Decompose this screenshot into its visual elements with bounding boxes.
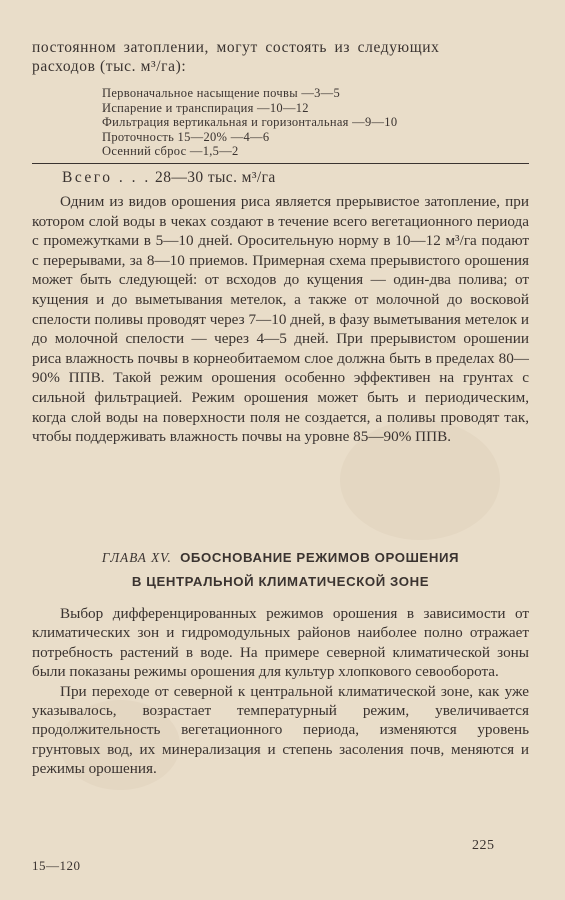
expenses-list <box>102 86 522 159</box>
paragraph: Одним из видов орошения риса является прерывистое затопление, при котором слой воды в чеках создают в течение всего вегетационного периода с промежутками в 5—10 дней. Оросительную норму в 10—12 м³/га подают с перерывами, за 8—10 приемов. Примерная схема прерывистого орошения может быть следующей: от всходов до кущения — один-два полива; от кущения и до выметывания метелок, а также от молочной до восковой спелости поливы проводят через 7—10 дней, в фазу выметывания метелок и до молочной спелости — через 4—5 дней. При прерывистом орошении риса влажность почвы в корнеобитаемом слое должна быть в пределах 80—90% ППВ. Такой режим орошения особенно эффективен на грунтах с сильной фильтрацией. Режим орошения может быть и периодическим, когда слой воды на поверхности поля не создается, а поливы проводят так, чтобы поддерживать влажность почвы на уровне 85—90% ППВ. <box>32 193 529 446</box>
paragraph: Выбор дифференцированных режимов орошения в зависимости от климатических зон и гидромодульных районов наиболее полно отражает потребность растений в воде. На примере северной климатической зоны были показаны режимы орошения для культур хлопкового севооборота. <box>32 605 529 681</box>
total-line <box>62 168 276 188</box>
intro-line-2: расходов (тыс. м³/га): <box>32 58 187 75</box>
body-text-1 <box>32 192 529 447</box>
expense-item: Испарение и транспирация —10—12 <box>102 100 309 115</box>
intro-text <box>32 38 527 76</box>
page-number: 225 <box>472 838 495 853</box>
chapter-title-line-2: В ЦЕНТРАЛЬНОЙ КЛИМАТИЧЕСКОЙ ЗОНЕ <box>131 574 430 589</box>
paragraph: При переходе от северной к центральной климатической зоне, как уже указывалось, возрастает температурный режим, увеличивается продолжительность вегетационного периода, изменяются уровень грунтовых вод, их минерализация и степень засоления почв, меняются и режимы орошения. <box>32 682 529 778</box>
chapter-title-line-1: ОБОСНОВАНИЕ РЕЖИМОВ ОРОШЕНИЯ <box>180 550 460 565</box>
chapter-number: ГЛАВА XV. <box>101 550 172 565</box>
expense-item: Проточность 15—20% —4—6 <box>102 129 270 144</box>
expense-item: Первоначальное насыщение почвы —3—5 <box>102 86 341 100</box>
chapter-heading <box>32 546 529 594</box>
body-text-2 <box>32 604 529 779</box>
expense-item: Фильтрация вертикальная и горизонтальная —9—10 <box>102 115 398 130</box>
divider-rule <box>32 163 529 164</box>
expense-item: Осенний сброс —1,5—2 <box>102 144 239 159</box>
intro-line-1: постоянном затоплении, могут состоять из следующих <box>32 39 440 56</box>
total-value: 28—30 тыс. м³/га <box>155 169 276 186</box>
total-label: Всего . . . <box>62 169 151 186</box>
printer-signature: 15—120 <box>32 858 81 873</box>
